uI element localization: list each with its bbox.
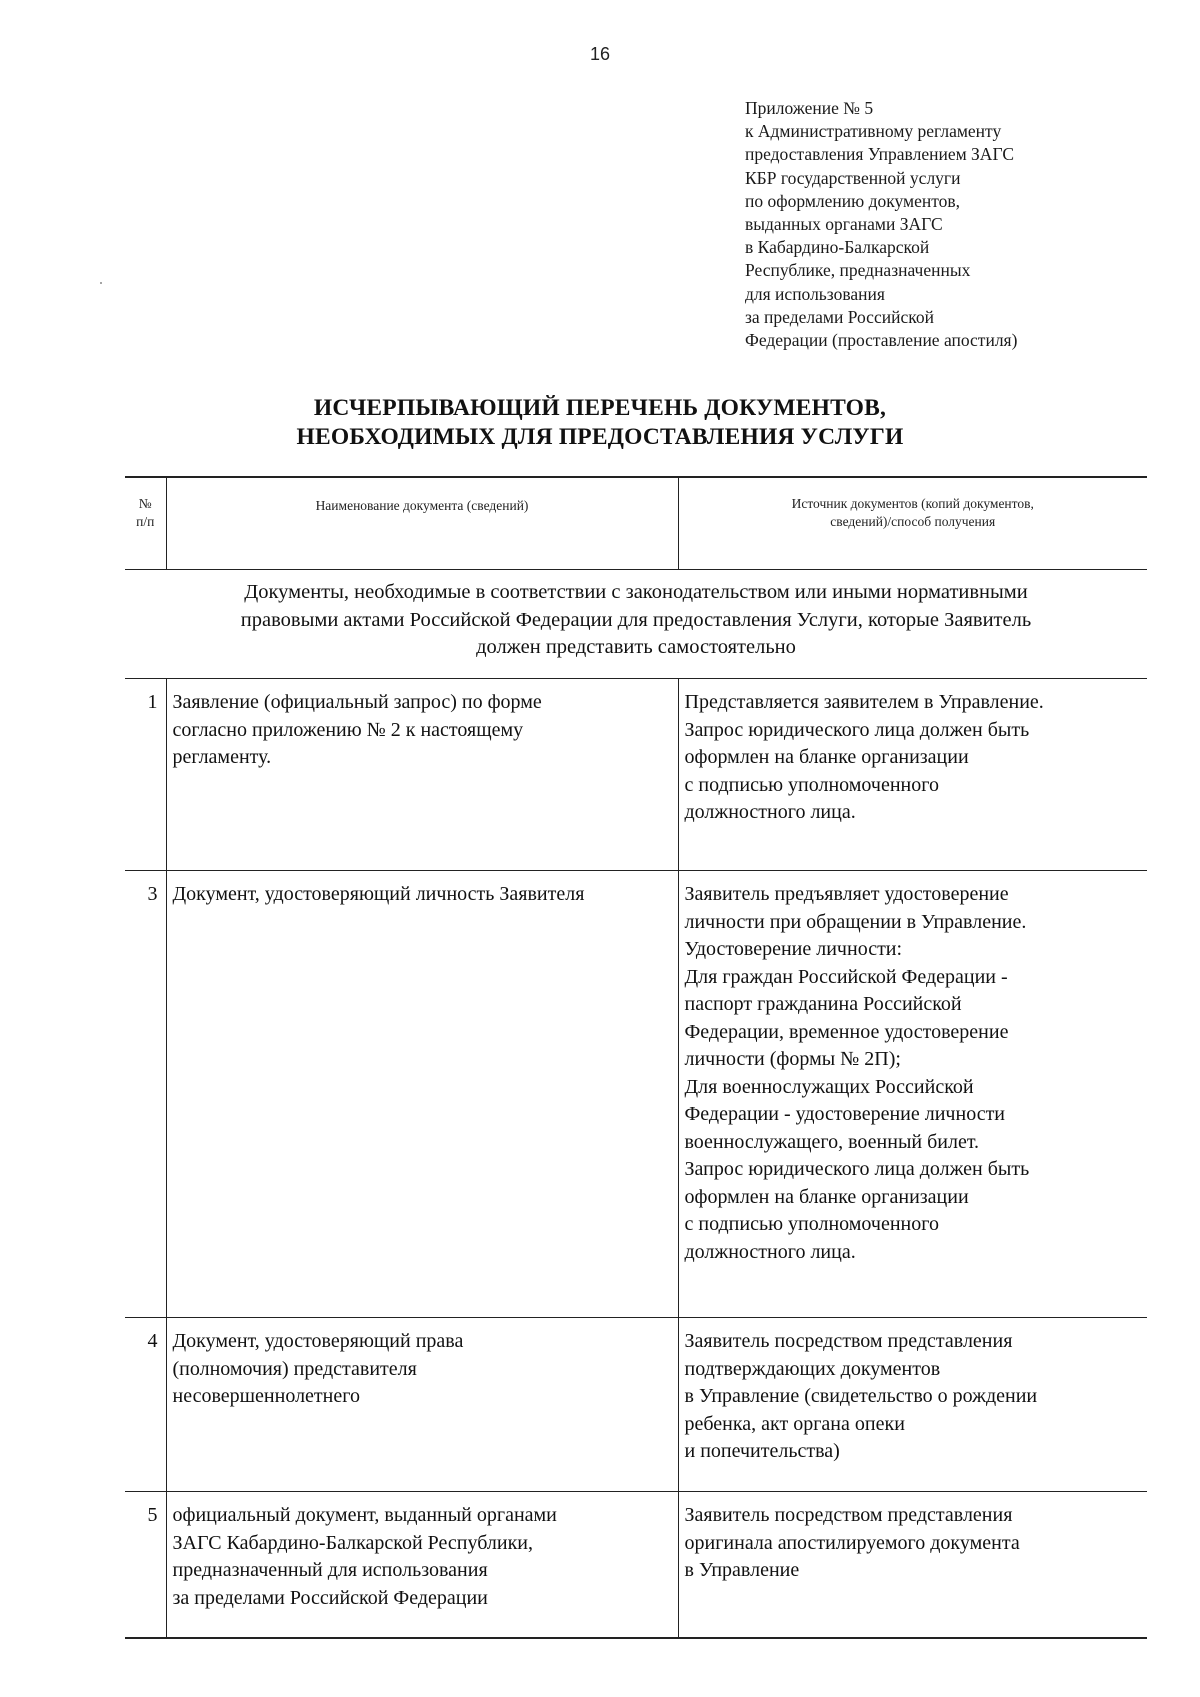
cell-line: регламенту. [172, 746, 272, 768]
table-header-row [125, 477, 1147, 570]
document-title [0, 394, 1200, 452]
cell-line: Заявитель посредством представления [684, 1330, 1013, 1352]
cell-line: Заявление (официальный запрос) по форме [172, 691, 542, 713]
cell-line: ребенка, акт органа опеки [684, 1412, 905, 1435]
cell-line: подтверждающих документов [684, 1357, 941, 1380]
source-cell [678, 1492, 1147, 1639]
appendix-line: к Административному регламенту [745, 121, 1002, 142]
appendix-line: за пределами Российской [745, 306, 934, 327]
cell-line: Для граждан Российской Федерации - [684, 965, 1008, 988]
cell-line: Представляется заявителем в Управление. [684, 691, 1044, 713]
cell-line: военнослужащего, военный билет. [684, 1130, 980, 1153]
title-line: ИСЧЕРПЫВАЮЩИЙ ПЕРЕЧЕНЬ ДОКУМЕНТОВ, [313, 395, 887, 421]
source-cell [678, 1318, 1147, 1492]
appendix-header [745, 97, 1165, 352]
header-source-line: Источник документов (копий документов, [791, 496, 1034, 511]
document-name-cell [166, 679, 678, 871]
header-number-line: № [138, 496, 152, 511]
cell-line: Запрос юридического лица должен быть [684, 718, 1030, 741]
cell-line: несовершеннолетнего [172, 1385, 360, 1407]
header-source [678, 477, 1147, 570]
table-row [125, 679, 1147, 871]
appendix-line: КБР государственной услуги [745, 167, 961, 188]
cell-line: ЗАГС Кабардино-Балкарской Республики, [172, 1531, 534, 1554]
appendix-line: по оформлению документов, [745, 190, 961, 211]
appendix-line: Приложение № 5 [745, 98, 874, 118]
documents-table [125, 476, 1147, 1639]
cell-line: Заявитель посредством представления [684, 1504, 1013, 1526]
cell-line: оригинала апостилируемого документа [684, 1531, 1020, 1554]
page-number: 16 [589, 44, 611, 64]
header-source-line: сведений)/способ получения [830, 514, 996, 529]
table-row [125, 871, 1147, 1318]
row-number: 5 [125, 1492, 166, 1639]
cell-line: предназначенный для использования [172, 1559, 488, 1581]
cell-line: Документ, удостоверяющий права [172, 1330, 464, 1352]
cell-line: в Управление [684, 1559, 800, 1581]
cell-line: и попечительства) [684, 1440, 840, 1462]
cell-line: должностного лица. [684, 801, 856, 823]
appendix-line: Федерации (проставление апостиля) [745, 330, 1018, 351]
row-number: 4 [125, 1318, 166, 1492]
appendix-line: для использования [745, 283, 885, 304]
source-cell [678, 679, 1147, 871]
cell-line: должностного лица. [684, 1240, 856, 1263]
row-number: 3 [125, 871, 166, 1318]
document-name-cell [166, 1318, 678, 1492]
table-row [125, 1318, 1147, 1492]
row-number: 1 [125, 679, 166, 871]
cell-line: в Управление (свидетельство о рождении [684, 1385, 1038, 1407]
table-section-row [125, 570, 1147, 679]
appendix-line: выданных органами ЗАГС [745, 214, 943, 235]
header-document-name: Наименование документа (сведений) [166, 477, 678, 570]
cell-line: Документ, удостоверяющий личность Заявителя [172, 883, 585, 905]
table-row [125, 1492, 1147, 1639]
cell-line: официальный документ, выданный органами [172, 1504, 557, 1526]
section-line: Документы, необходимые в соответствии с законодательством или иными нормативными [244, 581, 1028, 603]
source-cell [678, 871, 1147, 1318]
cell-line: Запрос юридического лица должен быть [684, 1158, 1030, 1180]
cell-line: Федерации, временное удостоверение [684, 1020, 1009, 1043]
cell-line: Для военнослужащих Российской [684, 1075, 974, 1098]
appendix-line: предоставления Управлением ЗАГС [745, 144, 1015, 165]
cell-line: с подписью уполномоченного [684, 773, 939, 796]
document-name-cell [166, 871, 678, 1318]
cell-line: Заявитель предъявляет удостоверение [684, 883, 1009, 905]
cell-line: Удостоверение личности: [684, 938, 903, 960]
title-line: НЕОБХОДИМЫХ ДЛЯ ПРЕДОСТАВЛЕНИЯ УСЛУГИ [296, 424, 904, 450]
section-line: правовыми актами Российской Федерации для предоставления Услуги, которые Заявитель [240, 608, 1032, 631]
appendix-line: в Кабардино-Балкарской [745, 237, 930, 258]
cell-line: оформлен на бланке организации [684, 746, 969, 768]
cell-line: согласно приложению № 2 к настоящему [172, 718, 524, 741]
section-heading [125, 570, 1147, 679]
header-number-line: п/п [136, 514, 155, 529]
cell-line: оформлен на бланке организации [684, 1185, 969, 1208]
cell-line: (полномочия) представителя [172, 1357, 417, 1380]
appendix-line: Республике, предназначенных [745, 260, 971, 281]
cell-line: личности (формы № 2П); [684, 1048, 901, 1070]
cell-line: за пределами Российской Федерации [172, 1586, 488, 1609]
header-number [125, 477, 166, 570]
cell-line: с подписью уполномоченного [684, 1213, 939, 1235]
cell-line: Федерации - удостоверение личности [684, 1103, 1006, 1125]
section-line: должен представить самостоятельно [476, 636, 796, 658]
cell-line: паспорт гражданина Российской [684, 993, 962, 1015]
cell-line: личности при обращении в Управление. [684, 910, 1027, 933]
scan-speck [100, 282, 102, 284]
document-name-cell [166, 1492, 678, 1639]
